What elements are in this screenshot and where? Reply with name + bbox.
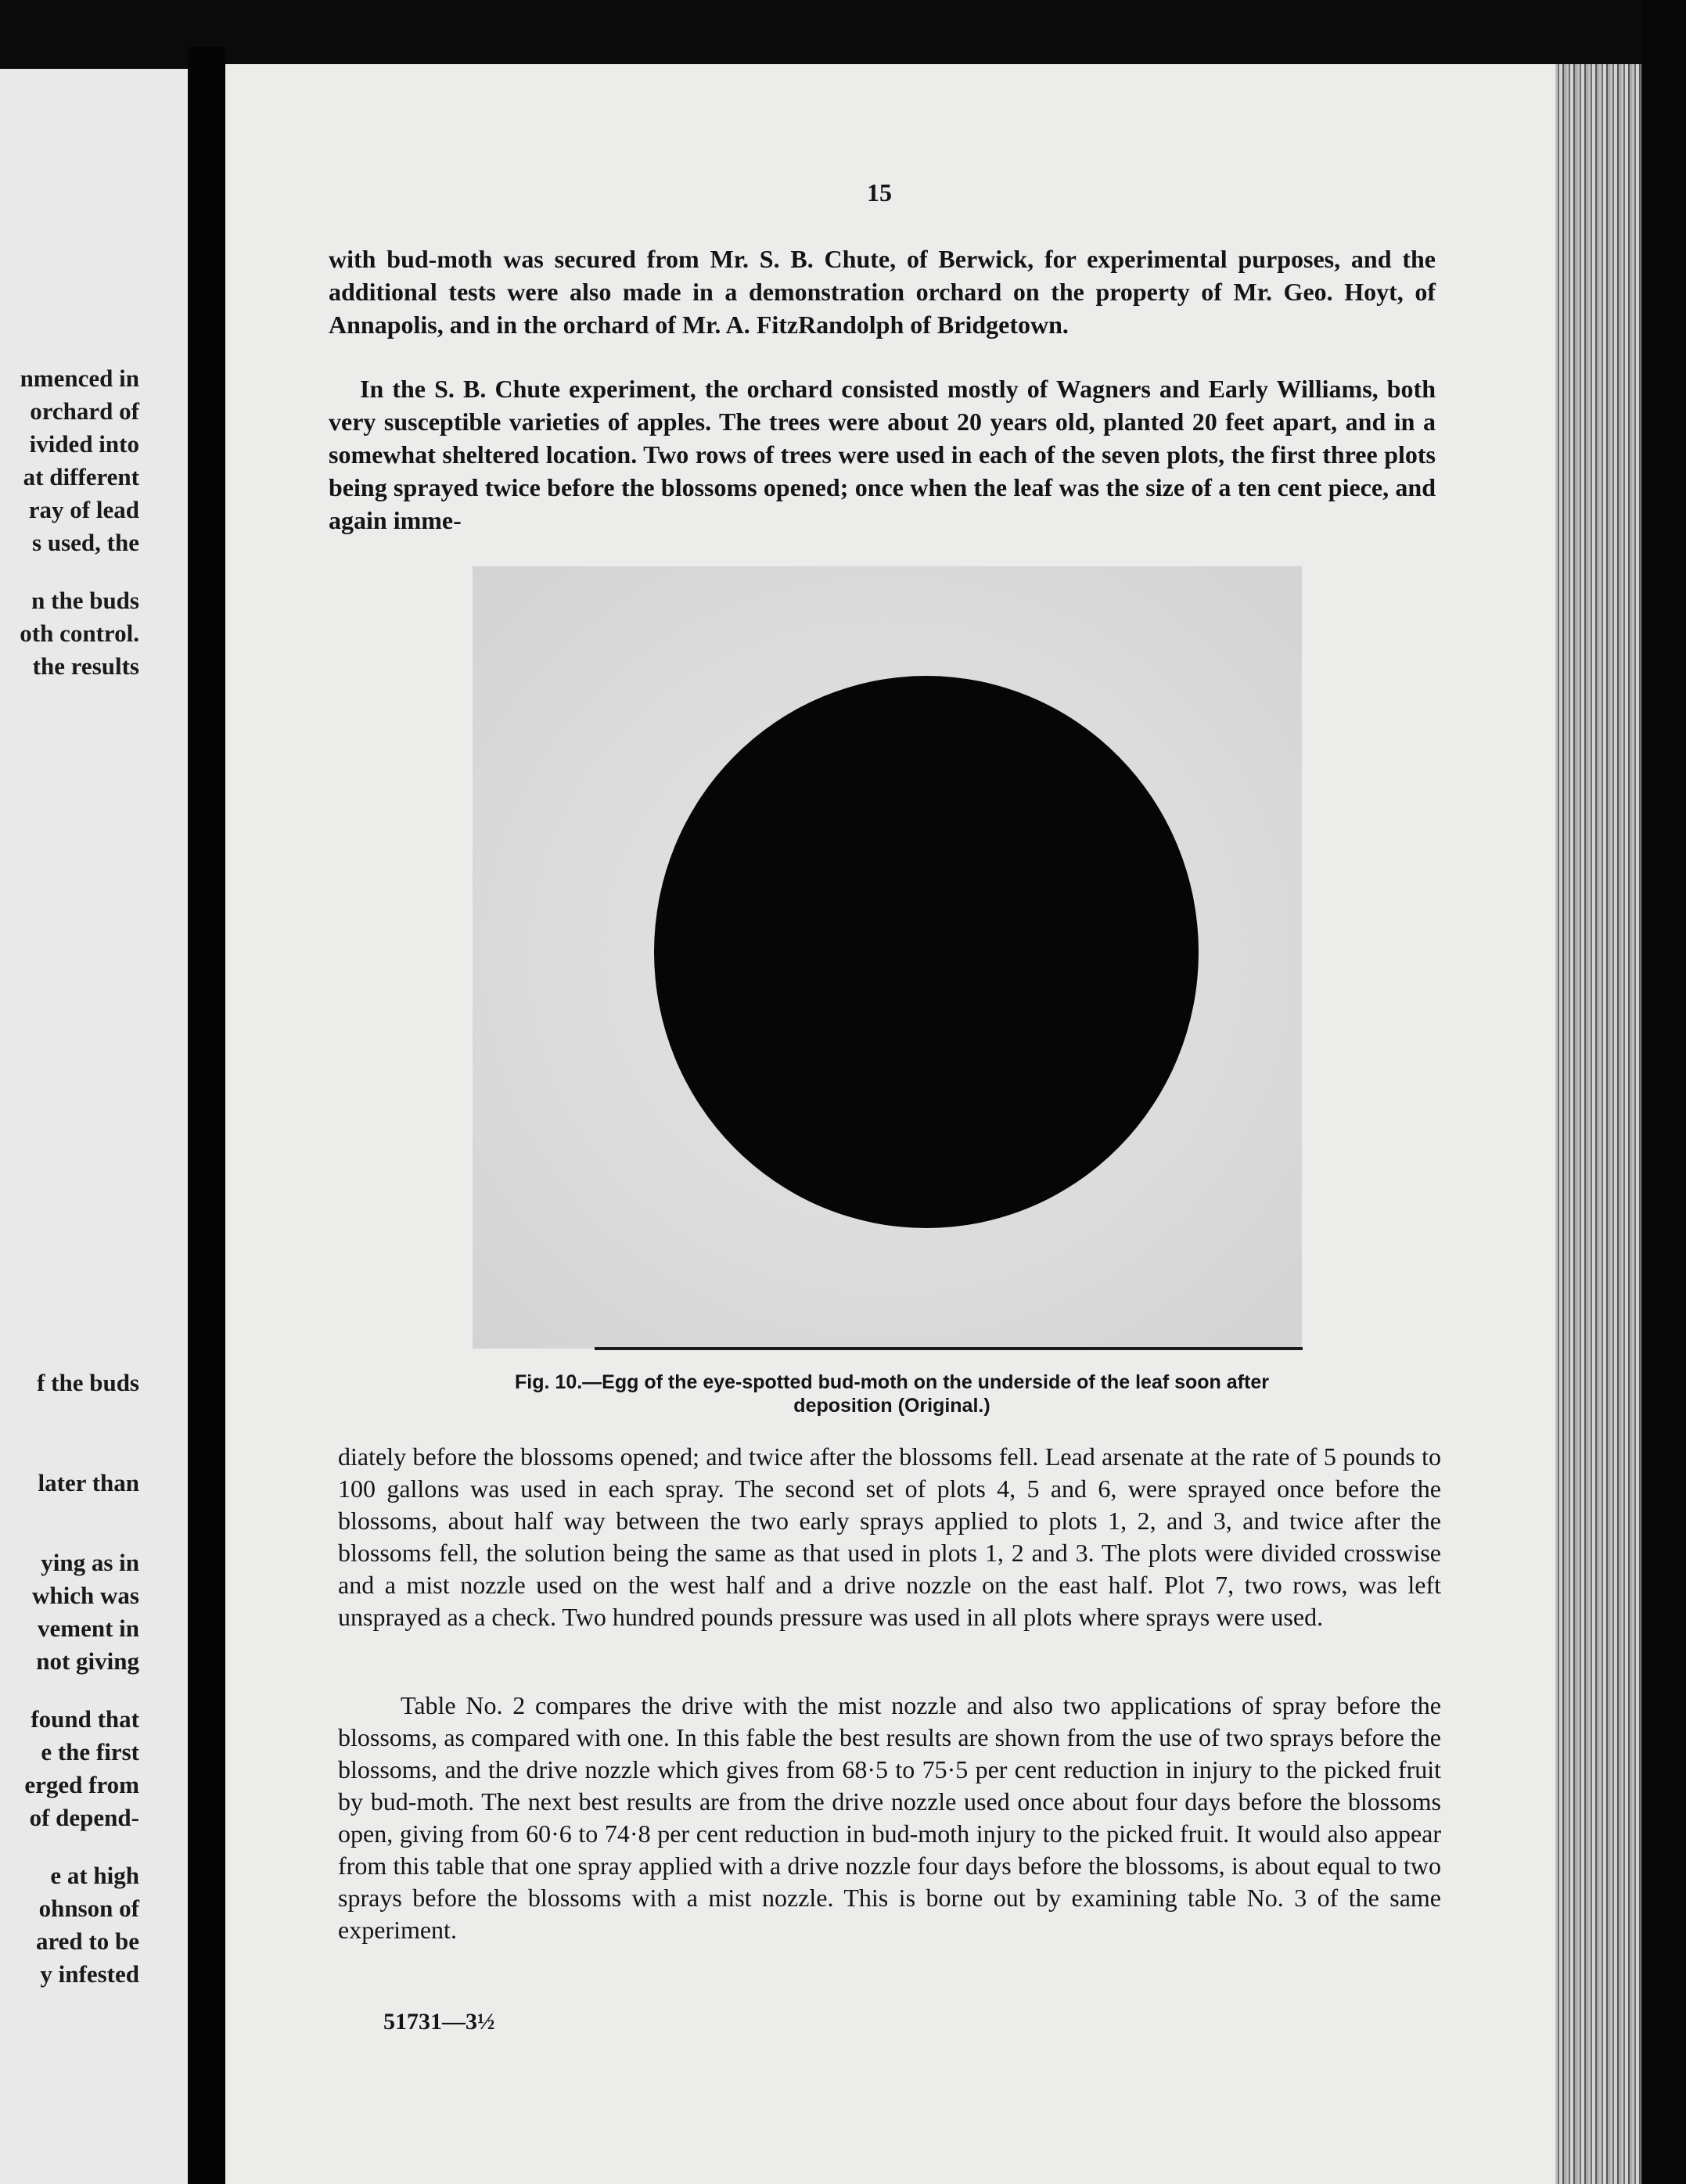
paragraph: with bud-moth was secured from Mr. S. B. Chute, of Berwick, for experimental purposes, and the additional tests were also made in a demonstration orchard on the property of Mr. Geo. Hoyt, of Annapolis, and in the orchard of Mr. A. FitzRandolph of Bridgetown.: [329, 245, 1436, 339]
facing-page-line: ivided into: [29, 430, 139, 458]
scan-border: [1641, 0, 1686, 2184]
figure-rule: [595, 1347, 1303, 1350]
facing-page-line: oth control.: [20, 620, 139, 647]
facing-page-line: ohnson of: [38, 1895, 139, 1922]
facing-page-line: the results: [32, 652, 139, 680]
facing-page-line: ray of lead: [28, 496, 139, 523]
facing-page-line: which was: [32, 1582, 139, 1609]
egg-image: [654, 676, 1199, 1228]
facing-page-line: orchard of: [30, 397, 139, 425]
facing-page-line: later than: [38, 1469, 139, 1496]
facing-page-line: e the first: [41, 1738, 139, 1766]
facing-page-line: s used, the: [32, 529, 139, 556]
facing-page-line: y infested: [40, 1960, 139, 1988]
facing-page-line: nmenced in: [20, 365, 139, 392]
paragraph: diately before the blossoms opened; and twice after the blossoms fell. Lead arsenate at the rate of 5 pounds to 100 gallons was used in each spray. The second set of plots 4, 5 and 6, were sprayed once before the blossoms, about half way between the two early sprays applied to plots 1, 2, and 3, and twice after the blossoms fell, the solution being the same as that used in plots 1, 2 and 3. The plots were divided crosswise and a mist nozzle used on the west half and a drive nozzle on the east half. Plot 7, two rows, was left unsprayed as a check. Two hundred pounds pressure was used in all plots where sprays were used.: [338, 1442, 1441, 1631]
facing-page-line: f the buds: [37, 1369, 139, 1396]
figure-caption: Fig. 10.—Egg of the eye-spotted bud-moth on the underside of the leaf soon after deposition (Original.): [515, 1371, 1269, 1417]
facing-page-line: not giving: [36, 1647, 139, 1675]
facing-page: [0, 69, 188, 2184]
page-edges: [1555, 64, 1641, 2184]
paragraph: In the S. B. Chute experiment, the orchard consisted mostly of Wagners and Early Williams, both very susceptible varieties of apples. The trees were about 20 years old, planted 20 feet apart, and in a somewhat sheltered location. Two rows of trees were used in each of the seven plots, the first three plots being sprayed twice before the blossoms opened; once when the leaf was the size of a ten cent piece, and again imme-: [329, 375, 1436, 534]
facing-page-line: erged from: [24, 1771, 139, 1798]
paragraph: Table No. 2 compares the drive with the mist nozzle and also two applications of spray before the blossoms, as compared with one. In this fable the best results are shown from the use of two sprays before the blossoms, and the drive nozzle which gives from 68·5 to 75·5 per cent reduction in injury to the picked fruit by bud-moth. The next best results are from the drive nozzle used once about four days before the blossoms open, giving from 60·6 to 74·8 per cent reduction in bud-moth injury to the picked fruit. It would also appear from this table that one spray applied with a drive nozzle four days before the blossoms, is about equal to two sprays before the blossoms with a mist nozzle. This is borne out by examining table No. 3 of the same experiment.: [338, 1691, 1441, 1944]
page-number: 15: [867, 178, 892, 207]
facing-page-line: of depend-: [29, 1804, 139, 1831]
book-gutter: [188, 47, 225, 2184]
facing-page-line: ying as in: [41, 1549, 139, 1576]
facing-page-line: ared to be: [35, 1927, 139, 1955]
facing-page-line: at different: [23, 463, 139, 490]
facing-page-line: e at high: [50, 1862, 139, 1889]
facing-page-line: found that: [31, 1705, 139, 1733]
facing-page-line: vement in: [37, 1615, 139, 1642]
facing-page-line: n the buds: [31, 587, 139, 614]
figure-photo: [473, 566, 1302, 1349]
signature-mark: 51731—3½: [383, 2009, 495, 2035]
